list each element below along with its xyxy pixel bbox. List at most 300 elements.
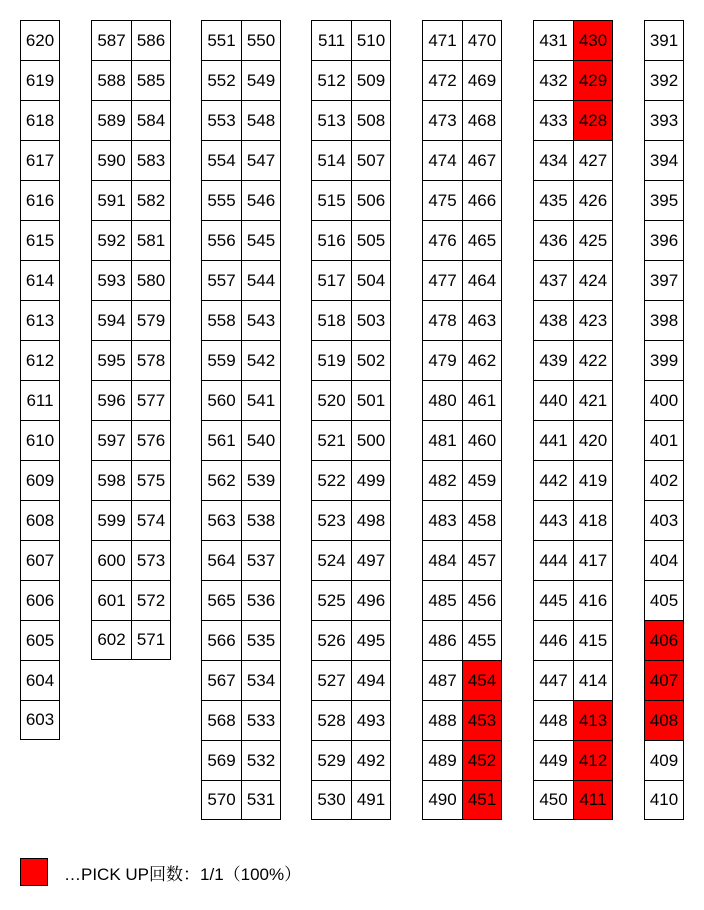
seat-cell-562: 562 xyxy=(201,460,241,500)
seat-row xyxy=(533,140,613,180)
seat-row xyxy=(422,260,502,300)
seat-row xyxy=(533,60,613,100)
seat-column-c5 xyxy=(422,20,502,820)
seat-cell-592: 592 xyxy=(91,220,131,260)
seat-row xyxy=(644,500,684,540)
seat-cell-489: 489 xyxy=(422,740,462,780)
seat-cell-459: 459 xyxy=(462,460,502,500)
seat-cell-423: 423 xyxy=(573,300,613,340)
seat-cell-547: 547 xyxy=(241,140,281,180)
seat-row xyxy=(201,580,281,620)
seat-cell-458: 458 xyxy=(462,500,502,540)
seat-cell-581: 581 xyxy=(131,220,171,260)
seat-cell-391: 391 xyxy=(644,20,684,60)
seat-row xyxy=(533,300,613,340)
seat-cell-441: 441 xyxy=(533,420,573,460)
seat-cell-437: 437 xyxy=(533,260,573,300)
seat-row xyxy=(201,620,281,660)
seat-cell-579: 579 xyxy=(131,300,171,340)
seat-cell-535: 535 xyxy=(241,620,281,660)
seat-cell-470: 470 xyxy=(462,20,502,60)
seat-row xyxy=(644,420,684,460)
seat-row xyxy=(644,260,684,300)
seat-row xyxy=(91,220,171,260)
seat-cell-483: 483 xyxy=(422,500,462,540)
seat-cell-438: 438 xyxy=(533,300,573,340)
seat-cell-494: 494 xyxy=(351,660,391,700)
seat-cell-477: 477 xyxy=(422,260,462,300)
seat-row xyxy=(91,540,171,580)
seat-row xyxy=(20,460,60,500)
seat-cell-573: 573 xyxy=(131,540,171,580)
seat-cell-542: 542 xyxy=(241,340,281,380)
seat-cell-411: 411 xyxy=(573,780,613,820)
seat-row xyxy=(644,60,684,100)
seat-cell-493: 493 xyxy=(351,700,391,740)
seat-row xyxy=(201,220,281,260)
seat-cell-413: 413 xyxy=(573,700,613,740)
seat-cell-443: 443 xyxy=(533,500,573,540)
seat-row xyxy=(533,340,613,380)
seat-cell-570: 570 xyxy=(201,780,241,820)
seat-cell-415: 415 xyxy=(573,620,613,660)
legend xyxy=(20,858,301,886)
seat-cell-609: 609 xyxy=(20,460,60,500)
seat-row xyxy=(311,60,391,100)
seat-cell-603: 603 xyxy=(20,700,60,740)
seat-row xyxy=(422,60,502,100)
seat-row xyxy=(91,20,171,60)
seat-cell-582: 582 xyxy=(131,180,171,220)
seat-cell-585: 585 xyxy=(131,60,171,100)
seat-cell-482: 482 xyxy=(422,460,462,500)
seat-cell-600: 600 xyxy=(91,540,131,580)
seat-cell-394: 394 xyxy=(644,140,684,180)
seat-cell-436: 436 xyxy=(533,220,573,260)
seat-row xyxy=(311,620,391,660)
seat-cell-442: 442 xyxy=(533,460,573,500)
seat-cell-571: 571 xyxy=(131,620,171,660)
seat-cell-564: 564 xyxy=(201,540,241,580)
seat-cell-511: 511 xyxy=(311,20,351,60)
seat-row xyxy=(644,20,684,60)
seat-row xyxy=(201,700,281,740)
seat-cell-594: 594 xyxy=(91,300,131,340)
seat-row xyxy=(533,20,613,60)
seat-cell-507: 507 xyxy=(351,140,391,180)
seat-cell-523: 523 xyxy=(311,500,351,540)
seat-cell-503: 503 xyxy=(351,300,391,340)
seat-row xyxy=(20,540,60,580)
seat-cell-607: 607 xyxy=(20,540,60,580)
seat-cell-474: 474 xyxy=(422,140,462,180)
seat-cell-395: 395 xyxy=(644,180,684,220)
seat-cell-551: 551 xyxy=(201,20,241,60)
seat-row xyxy=(422,180,502,220)
seat-row xyxy=(311,20,391,60)
seat-cell-421: 421 xyxy=(573,380,613,420)
seat-row xyxy=(422,500,502,540)
seat-cell-614: 614 xyxy=(20,260,60,300)
seat-row xyxy=(91,500,171,540)
seat-cell-403: 403 xyxy=(644,500,684,540)
seat-row xyxy=(91,100,171,140)
seat-cell-447: 447 xyxy=(533,660,573,700)
seat-cell-412: 412 xyxy=(573,740,613,780)
seat-cell-591: 591 xyxy=(91,180,131,220)
seat-cell-439: 439 xyxy=(533,340,573,380)
seat-cell-450: 450 xyxy=(533,780,573,820)
seat-cell-521: 521 xyxy=(311,420,351,460)
seat-cell-620: 620 xyxy=(20,20,60,60)
seat-row xyxy=(201,740,281,780)
seat-cell-407: 407 xyxy=(644,660,684,700)
seat-cell-487: 487 xyxy=(422,660,462,700)
seat-cell-431: 431 xyxy=(533,20,573,60)
seat-cell-606: 606 xyxy=(20,580,60,620)
seat-row xyxy=(644,300,684,340)
seat-cell-563: 563 xyxy=(201,500,241,540)
seat-cell-424: 424 xyxy=(573,260,613,300)
seat-cell-604: 604 xyxy=(20,660,60,700)
seat-column-c2 xyxy=(91,20,171,660)
seat-cell-532: 532 xyxy=(241,740,281,780)
seat-row xyxy=(311,740,391,780)
seat-cell-617: 617 xyxy=(20,140,60,180)
seat-row xyxy=(91,460,171,500)
seat-cell-602: 602 xyxy=(91,620,131,660)
seat-cell-548: 548 xyxy=(241,100,281,140)
seat-row xyxy=(422,20,502,60)
seat-cell-417: 417 xyxy=(573,540,613,580)
seat-row xyxy=(644,340,684,380)
seat-cell-577: 577 xyxy=(131,380,171,420)
seat-row xyxy=(20,260,60,300)
seat-cell-513: 513 xyxy=(311,100,351,140)
seat-cell-475: 475 xyxy=(422,180,462,220)
seat-cell-401: 401 xyxy=(644,420,684,460)
seat-cell-509: 509 xyxy=(351,60,391,100)
seat-row xyxy=(422,140,502,180)
seat-cell-484: 484 xyxy=(422,540,462,580)
seat-row xyxy=(533,220,613,260)
seat-cell-510: 510 xyxy=(351,20,391,60)
seat-row xyxy=(422,580,502,620)
seat-cell-425: 425 xyxy=(573,220,613,260)
seat-cell-589: 589 xyxy=(91,100,131,140)
seat-cell-505: 505 xyxy=(351,220,391,260)
seat-row xyxy=(422,660,502,700)
seat-cell-397: 397 xyxy=(644,260,684,300)
seat-row xyxy=(533,260,613,300)
seat-row xyxy=(201,100,281,140)
seat-cell-453: 453 xyxy=(462,700,502,740)
seat-cell-434: 434 xyxy=(533,140,573,180)
legend-swatch xyxy=(20,858,48,886)
seat-row xyxy=(311,660,391,700)
seat-cell-476: 476 xyxy=(422,220,462,260)
seat-cell-566: 566 xyxy=(201,620,241,660)
seat-cell-427: 427 xyxy=(573,140,613,180)
seat-row xyxy=(311,180,391,220)
seat-row xyxy=(644,100,684,140)
seat-cell-619: 619 xyxy=(20,60,60,100)
seat-cell-485: 485 xyxy=(422,580,462,620)
seat-cell-416: 416 xyxy=(573,580,613,620)
seat-cell-465: 465 xyxy=(462,220,502,260)
seat-cell-479: 479 xyxy=(422,340,462,380)
seat-cell-538: 538 xyxy=(241,500,281,540)
seat-row xyxy=(20,500,60,540)
seat-row xyxy=(20,300,60,340)
seat-cell-561: 561 xyxy=(201,420,241,460)
seat-row xyxy=(91,420,171,460)
seat-cell-576: 576 xyxy=(131,420,171,460)
seat-cell-599: 599 xyxy=(91,500,131,540)
seat-cell-612: 612 xyxy=(20,340,60,380)
seat-cell-578: 578 xyxy=(131,340,171,380)
seat-cell-518: 518 xyxy=(311,300,351,340)
seat-cell-400: 400 xyxy=(644,380,684,420)
seat-cell-410: 410 xyxy=(644,780,684,820)
seat-cell-558: 558 xyxy=(201,300,241,340)
seat-row xyxy=(201,540,281,580)
seat-row xyxy=(20,340,60,380)
seat-row xyxy=(201,180,281,220)
seat-cell-608: 608 xyxy=(20,500,60,540)
seat-cell-430: 430 xyxy=(573,20,613,60)
seat-cell-528: 528 xyxy=(311,700,351,740)
seat-cell-555: 555 xyxy=(201,180,241,220)
seat-row xyxy=(422,740,502,780)
seat-row xyxy=(20,60,60,100)
seat-cell-456: 456 xyxy=(462,580,502,620)
seat-cell-590: 590 xyxy=(91,140,131,180)
seat-cell-491: 491 xyxy=(351,780,391,820)
seat-row xyxy=(311,700,391,740)
seat-cell-468: 468 xyxy=(462,100,502,140)
seat-row xyxy=(533,420,613,460)
seat-row xyxy=(20,140,60,180)
seat-cell-473: 473 xyxy=(422,100,462,140)
seat-cell-499: 499 xyxy=(351,460,391,500)
seat-cell-544: 544 xyxy=(241,260,281,300)
seat-cell-398: 398 xyxy=(644,300,684,340)
seat-cell-567: 567 xyxy=(201,660,241,700)
seat-cell-574: 574 xyxy=(131,500,171,540)
seat-cell-462: 462 xyxy=(462,340,502,380)
seat-cell-500: 500 xyxy=(351,420,391,460)
seat-cell-508: 508 xyxy=(351,100,391,140)
seat-row xyxy=(422,220,502,260)
seat-row xyxy=(644,620,684,660)
seat-row xyxy=(91,180,171,220)
seat-column-c4 xyxy=(311,20,391,820)
seat-cell-618: 618 xyxy=(20,100,60,140)
seat-row xyxy=(20,420,60,460)
seat-column-c7 xyxy=(644,20,684,820)
seat-row xyxy=(311,460,391,500)
seat-cell-541: 541 xyxy=(241,380,281,420)
seat-row xyxy=(91,580,171,620)
seat-cell-428: 428 xyxy=(573,100,613,140)
seat-cell-597: 597 xyxy=(91,420,131,460)
seat-cell-565: 565 xyxy=(201,580,241,620)
seat-cell-495: 495 xyxy=(351,620,391,660)
seat-row xyxy=(644,140,684,180)
seat-row xyxy=(644,460,684,500)
seat-row xyxy=(91,260,171,300)
seat-row xyxy=(533,580,613,620)
seat-row xyxy=(20,380,60,420)
seat-row xyxy=(422,540,502,580)
seat-row xyxy=(201,660,281,700)
seat-cell-520: 520 xyxy=(311,380,351,420)
seat-cell-575: 575 xyxy=(131,460,171,500)
seat-cell-559: 559 xyxy=(201,340,241,380)
seat-cell-553: 553 xyxy=(201,100,241,140)
seat-cell-546: 546 xyxy=(241,180,281,220)
seat-cell-616: 616 xyxy=(20,180,60,220)
seat-cell-605: 605 xyxy=(20,620,60,660)
seat-cell-537: 537 xyxy=(241,540,281,580)
seat-cell-446: 446 xyxy=(533,620,573,660)
seat-row xyxy=(533,460,613,500)
seat-cell-422: 422 xyxy=(573,340,613,380)
seat-cell-557: 557 xyxy=(201,260,241,300)
seat-cell-461: 461 xyxy=(462,380,502,420)
seat-cell-414: 414 xyxy=(573,660,613,700)
seat-cell-515: 515 xyxy=(311,180,351,220)
seat-cell-527: 527 xyxy=(311,660,351,700)
seat-row xyxy=(91,60,171,100)
seat-cell-611: 611 xyxy=(20,380,60,420)
seat-row xyxy=(422,420,502,460)
seat-cell-584: 584 xyxy=(131,100,171,140)
seat-row xyxy=(644,220,684,260)
seat-row xyxy=(533,700,613,740)
seat-cell-536: 536 xyxy=(241,580,281,620)
seat-row xyxy=(311,500,391,540)
seat-cell-556: 556 xyxy=(201,220,241,260)
seat-row xyxy=(422,340,502,380)
seat-row xyxy=(311,100,391,140)
seat-row xyxy=(311,220,391,260)
seat-row xyxy=(422,700,502,740)
seat-cell-522: 522 xyxy=(311,460,351,500)
seat-cell-615: 615 xyxy=(20,220,60,260)
seat-row xyxy=(311,340,391,380)
seat-cell-525: 525 xyxy=(311,580,351,620)
seat-cell-449: 449 xyxy=(533,740,573,780)
seat-cell-469: 469 xyxy=(462,60,502,100)
seat-cell-550: 550 xyxy=(241,20,281,60)
seat-cell-463: 463 xyxy=(462,300,502,340)
seat-cell-497: 497 xyxy=(351,540,391,580)
seat-cell-517: 517 xyxy=(311,260,351,300)
seat-cell-464: 464 xyxy=(462,260,502,300)
seat-row xyxy=(201,460,281,500)
seat-cell-444: 444 xyxy=(533,540,573,580)
seat-cell-569: 569 xyxy=(201,740,241,780)
seat-cell-533: 533 xyxy=(241,700,281,740)
seat-cell-399: 399 xyxy=(644,340,684,380)
seat-cell-531: 531 xyxy=(241,780,281,820)
seat-cell-467: 467 xyxy=(462,140,502,180)
seat-row xyxy=(422,100,502,140)
seat-row xyxy=(201,340,281,380)
seat-row xyxy=(20,220,60,260)
seat-cell-429: 429 xyxy=(573,60,613,100)
seat-cell-502: 502 xyxy=(351,340,391,380)
seat-cell-435: 435 xyxy=(533,180,573,220)
seat-cell-524: 524 xyxy=(311,540,351,580)
seat-cell-539: 539 xyxy=(241,460,281,500)
seat-cell-451: 451 xyxy=(462,780,502,820)
seat-column-c6 xyxy=(533,20,613,820)
seat-cell-501: 501 xyxy=(351,380,391,420)
seat-cell-586: 586 xyxy=(131,20,171,60)
seat-cell-419: 419 xyxy=(573,460,613,500)
seat-cell-543: 543 xyxy=(241,300,281,340)
seat-cell-504: 504 xyxy=(351,260,391,300)
seat-row xyxy=(311,780,391,820)
seat-row xyxy=(20,620,60,660)
seat-row xyxy=(311,140,391,180)
seat-cell-433: 433 xyxy=(533,100,573,140)
seat-row xyxy=(91,340,171,380)
seat-row xyxy=(311,580,391,620)
seat-row xyxy=(533,660,613,700)
seat-row xyxy=(201,300,281,340)
seat-row xyxy=(644,740,684,780)
seat-cell-454: 454 xyxy=(462,660,502,700)
seat-row xyxy=(533,540,613,580)
seat-cell-445: 445 xyxy=(533,580,573,620)
seat-cell-405: 405 xyxy=(644,580,684,620)
seat-row xyxy=(533,100,613,140)
seat-cell-420: 420 xyxy=(573,420,613,460)
seat-cell-540: 540 xyxy=(241,420,281,460)
seat-cell-455: 455 xyxy=(462,620,502,660)
seat-cell-457: 457 xyxy=(462,540,502,580)
seat-cell-448: 448 xyxy=(533,700,573,740)
seat-row xyxy=(644,180,684,220)
seat-row xyxy=(201,260,281,300)
seat-cell-418: 418 xyxy=(573,500,613,540)
seat-row xyxy=(311,540,391,580)
seat-cell-580: 580 xyxy=(131,260,171,300)
seat-row xyxy=(91,140,171,180)
seat-row xyxy=(644,380,684,420)
seat-row xyxy=(644,660,684,700)
seat-row xyxy=(533,180,613,220)
seat-cell-406: 406 xyxy=(644,620,684,660)
seat-cell-572: 572 xyxy=(131,580,171,620)
seat-row xyxy=(422,620,502,660)
seat-cell-472: 472 xyxy=(422,60,462,100)
seat-cell-512: 512 xyxy=(311,60,351,100)
seat-column-c1 xyxy=(20,20,60,740)
seat-row xyxy=(644,780,684,820)
seat-cell-452: 452 xyxy=(462,740,502,780)
seat-row xyxy=(644,540,684,580)
seat-cell-408: 408 xyxy=(644,700,684,740)
seat-cell-610: 610 xyxy=(20,420,60,460)
seat-row xyxy=(311,380,391,420)
seat-row xyxy=(201,380,281,420)
seat-row xyxy=(311,300,391,340)
